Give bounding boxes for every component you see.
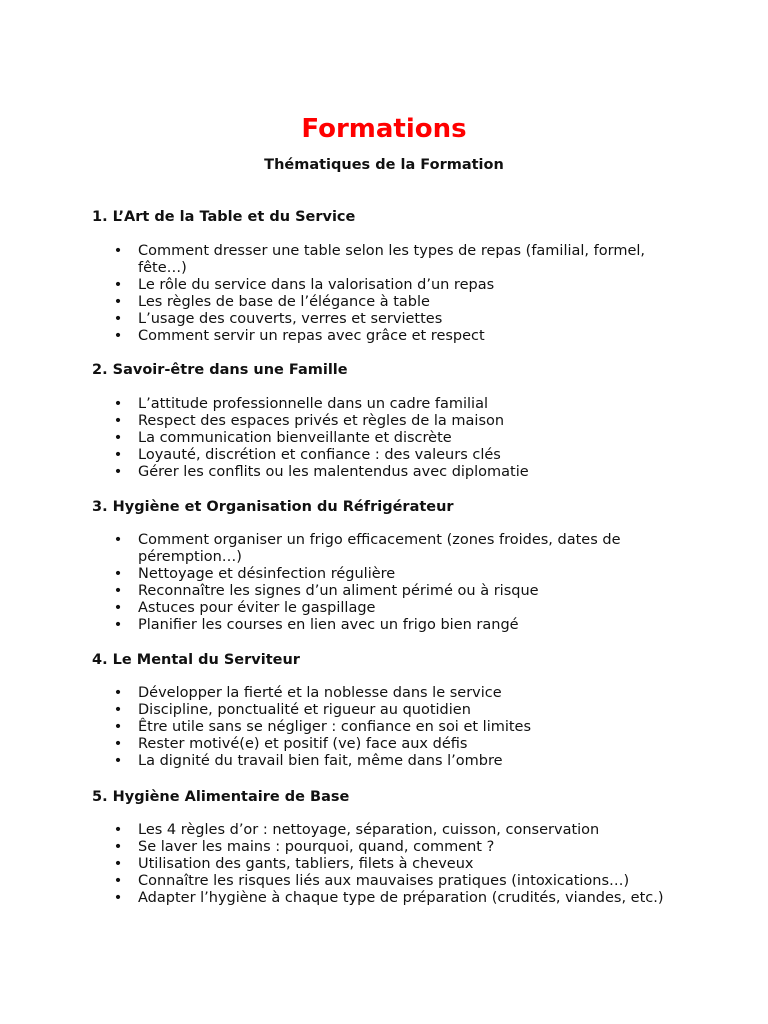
bullet-icon: • (113, 328, 123, 344)
list-item-text: Nettoyage et désinfection régulière (138, 566, 396, 582)
list-item (92, 685, 692, 702)
bullet-icon: • (113, 856, 123, 872)
list-item-text: Développer la fierté et la noblesse dans le service (138, 685, 502, 701)
bullet-icon: • (113, 243, 123, 259)
page-subtitle: Thématiques de la Formation (264, 157, 504, 173)
section-heading: 5. Hygiène Alimentaire de Base (92, 789, 350, 805)
section-mental-serviteur (92, 650, 692, 769)
list-item (92, 890, 692, 907)
list-item-text: Adapter l’hygiène à chaque type de préparation (crudités, viandes, etc.) (138, 890, 664, 906)
section-heading: 3. Hygiène et Organisation du Réfrigérateur (92, 499, 454, 515)
bullet-icon: • (113, 685, 123, 701)
bullet-icon: • (113, 736, 123, 752)
list-item (92, 736, 692, 753)
bullet-icon: • (113, 617, 123, 633)
list-item (92, 719, 692, 736)
list-item-text: La dignité du travail bien fait, même dans l’ombre (138, 753, 503, 769)
section-heading: 4. Le Mental du Serviteur (92, 652, 300, 668)
section-hygiene-alimentaire (92, 787, 692, 906)
list-item (92, 277, 692, 294)
bullet-icon: • (113, 890, 123, 906)
list-item (92, 243, 692, 277)
list-item (92, 873, 692, 890)
list-item-text: Respect des espaces privés et règles de la maison (138, 413, 505, 429)
list-item (92, 856, 692, 873)
list-item-text: Se laver les mains : pourquoi, quand, comment ? (138, 839, 495, 855)
bullet-icon: • (113, 532, 123, 548)
list-item-text: L’usage des couverts, verres et serviettes (138, 311, 443, 327)
bullet-icon: • (113, 822, 123, 838)
list-item (92, 600, 692, 617)
list-item (92, 617, 692, 634)
list-item-text: Le rôle du service dans la valorisation d’un repas (138, 277, 495, 293)
bullet-icon: • (113, 464, 123, 480)
bullet-icon: • (113, 873, 123, 889)
bullet-icon: • (113, 702, 123, 718)
bullet-icon: • (113, 839, 123, 855)
list-item-text: Les règles de base de l’élégance à table (138, 294, 430, 310)
list-item (92, 583, 692, 600)
list-item-text: Utilisation des gants, tabliers, filets à cheveux (138, 856, 474, 872)
bullet-icon: • (113, 294, 123, 310)
bullet-icon: • (113, 566, 123, 582)
bullet-list (92, 243, 692, 345)
section-heading: 2. Savoir-être dans une Famille (92, 362, 348, 378)
list-item-text: Reconnaître les signes d’un aliment périmé ou à risque (138, 583, 539, 599)
list-item-text: La communication bienveillante et discrète (138, 430, 452, 446)
bullet-icon: • (113, 753, 123, 769)
list-item-text: Gérer les conflits ou les malentendus avec diplomatie (138, 464, 529, 480)
list-item-text: Rester motivé(e) et positif (ve) face aux défis (138, 736, 468, 752)
list-item-text: Comment servir un repas avec grâce et respect (138, 328, 485, 344)
section-heading: 1. L’Art de la Table et du Service (92, 209, 356, 225)
bullet-icon: • (113, 413, 123, 429)
list-item-text: Connaître les risques liés aux mauvaises pratiques (intoxications…) (138, 873, 630, 889)
bullet-icon: • (113, 430, 123, 446)
list-item (92, 822, 692, 839)
list-item (92, 532, 692, 566)
list-item (92, 839, 692, 856)
bullet-list (92, 822, 692, 907)
list-item (92, 464, 692, 481)
list-item (92, 328, 692, 345)
bullet-list (92, 685, 692, 770)
list-item-text: L’attitude professionnelle dans un cadre familial (138, 396, 489, 412)
bullet-icon: • (113, 277, 123, 293)
list-item-text: Loyauté, discrétion et confiance : des valeurs clés (138, 447, 501, 463)
list-item-text: Comment organiser un frigo efficacement (zones froides, dates de péremption…) (138, 532, 621, 565)
bullet-list (92, 396, 692, 481)
list-item (92, 447, 692, 464)
bullet-icon: • (113, 396, 123, 412)
list-item (92, 753, 692, 770)
list-item-text: Planifier les courses en lien avec un frigo bien rangé (138, 617, 519, 633)
list-item (92, 294, 692, 311)
list-item (92, 430, 692, 447)
list-item-text: Les 4 règles d’or : nettoyage, séparation, cuisson, conservation (138, 822, 600, 838)
bullet-icon: • (113, 447, 123, 463)
bullet-icon: • (113, 583, 123, 599)
bullet-icon: • (113, 600, 123, 616)
list-item-text: Astuces pour éviter le gaspillage (138, 600, 376, 616)
list-item (92, 413, 692, 430)
list-item-text: Comment dresser une table selon les types de repas (familial, formel, fête…) (138, 243, 646, 276)
section-art-de-la-table (92, 207, 692, 344)
bullet-list (92, 532, 692, 634)
list-item-text: Discipline, ponctualité et rigueur au quotidien (138, 702, 471, 718)
bullet-icon: • (113, 719, 123, 735)
list-item-text: Être utile sans se négliger : confiance en soi et limites (138, 719, 532, 735)
list-item (92, 396, 692, 413)
section-savoir-etre (92, 360, 692, 480)
page-title: Formations (301, 114, 467, 144)
list-item (92, 311, 692, 328)
list-item (92, 566, 692, 583)
section-hygiene-frigo (92, 497, 692, 633)
list-item (92, 702, 692, 719)
bullet-icon: • (113, 311, 123, 327)
